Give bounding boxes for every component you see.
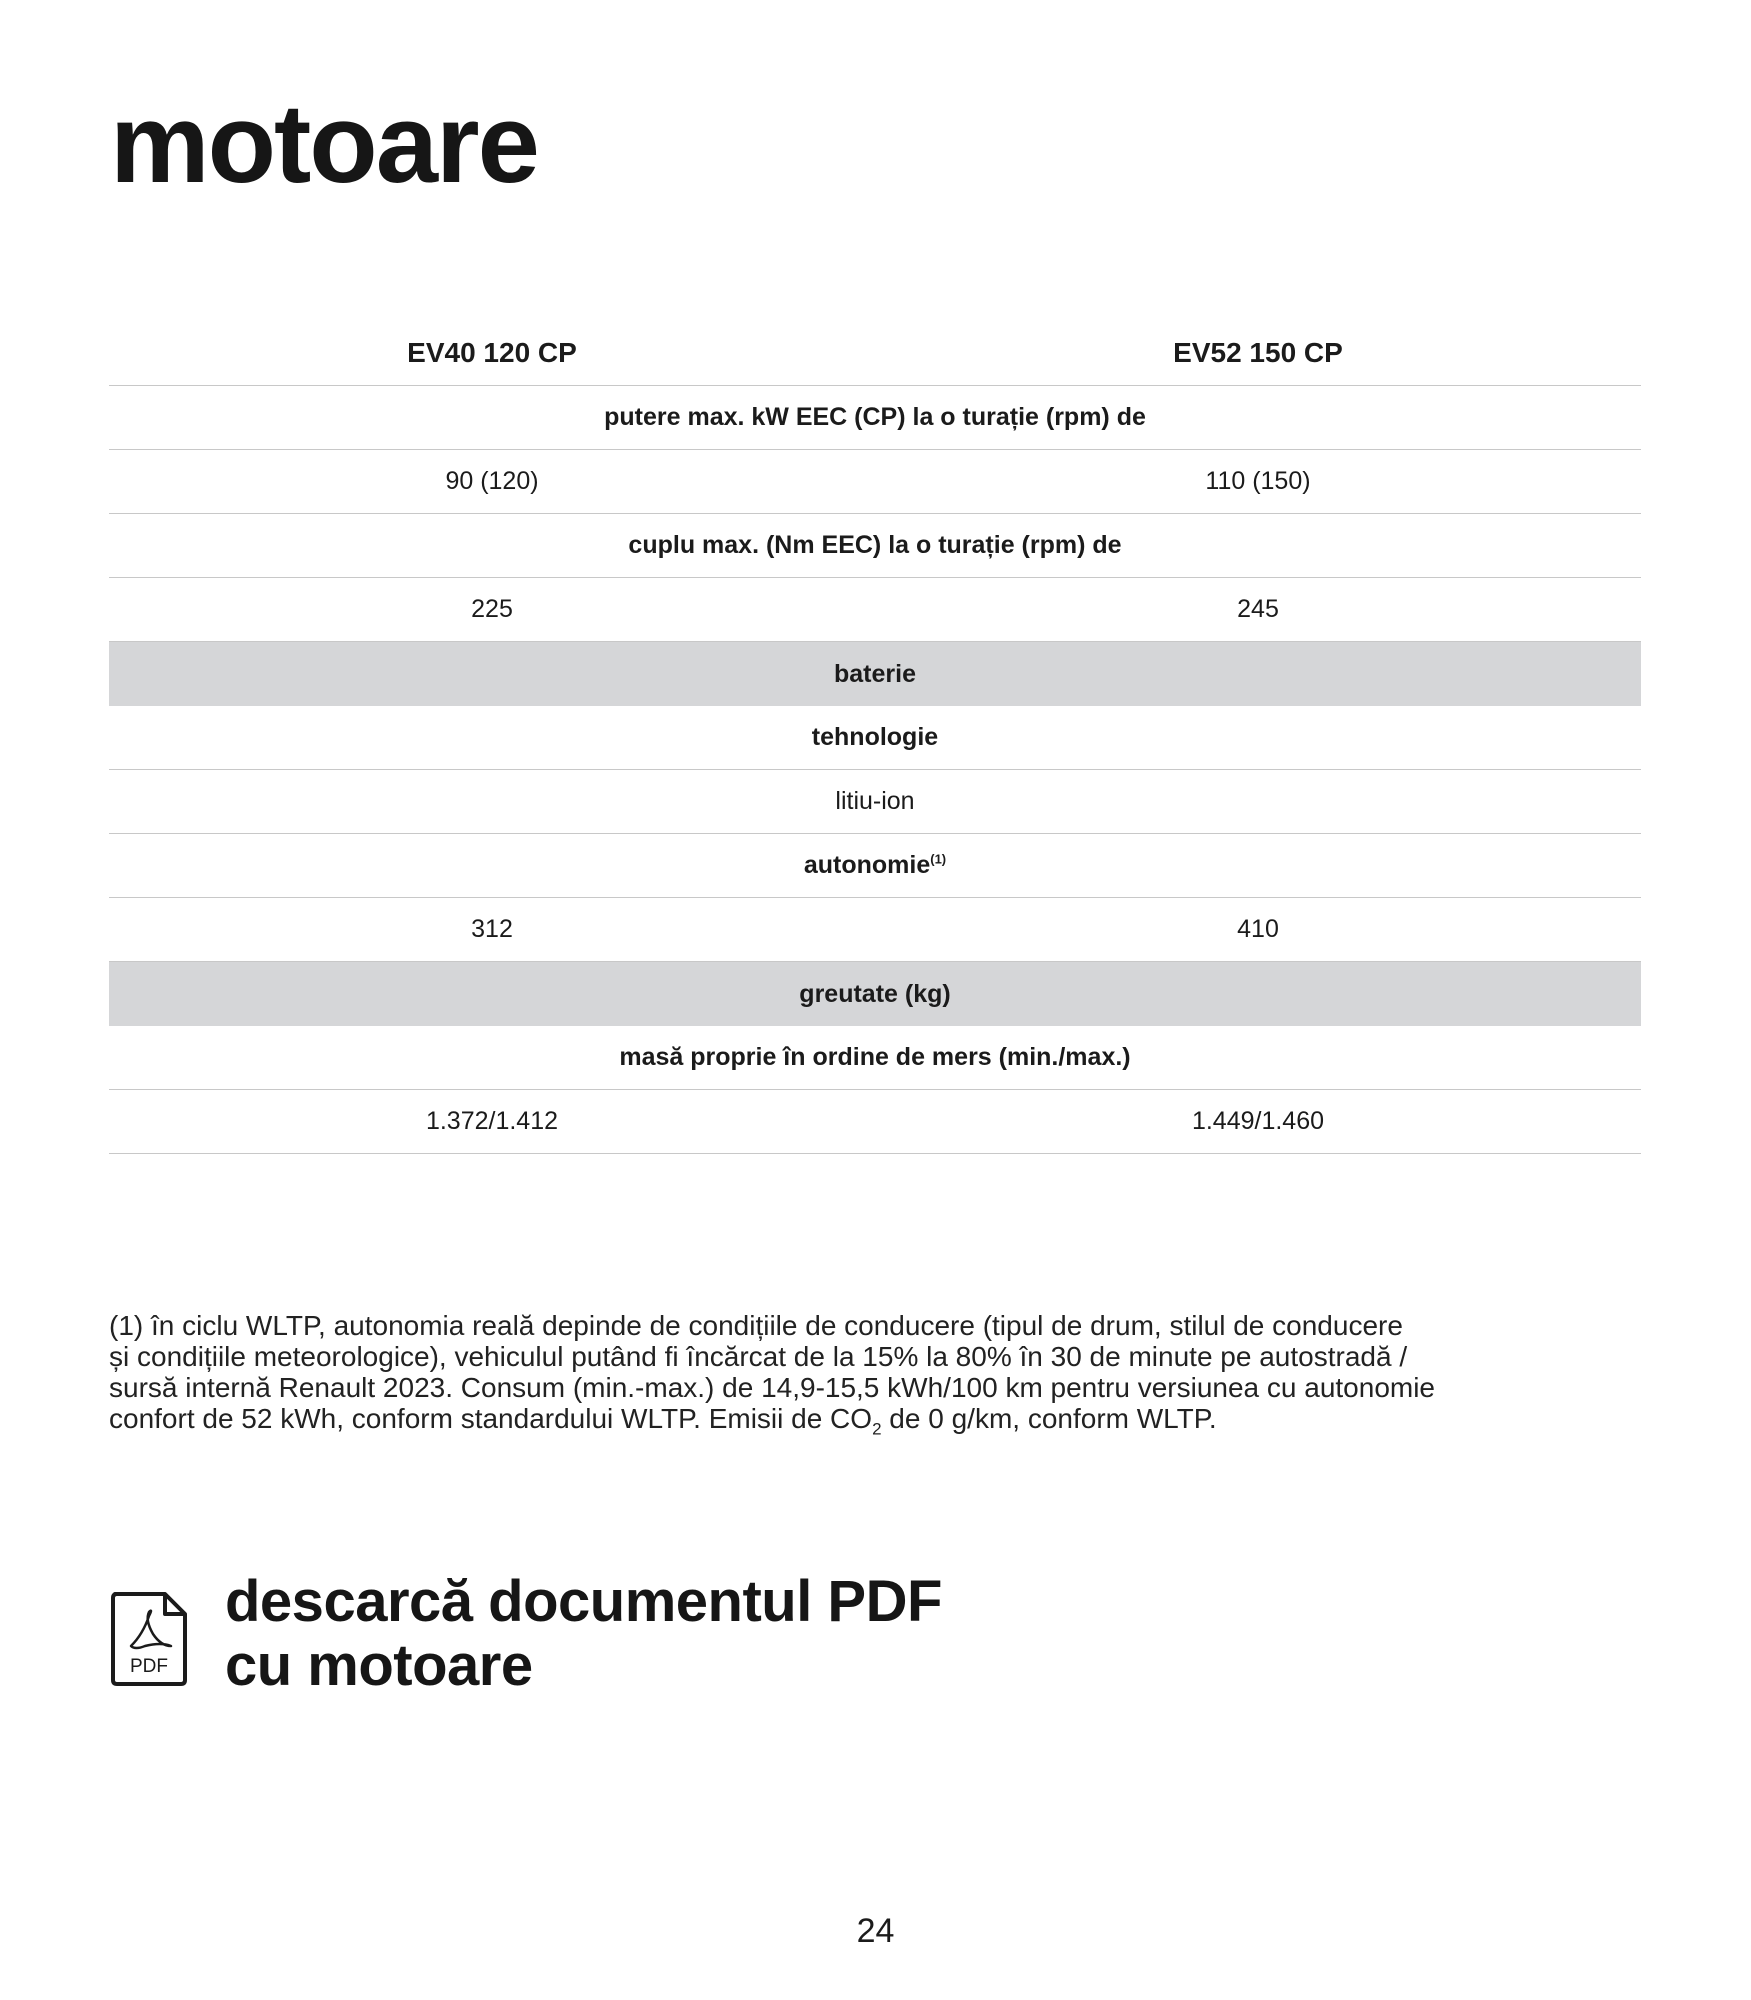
range-footnote-marker: (1): [930, 851, 947, 867]
technology-value: litiu-ion: [835, 787, 915, 815]
mass-values-row: [109, 1090, 1641, 1154]
battery-section-title: baterie: [834, 659, 916, 688]
power-value-ev52: 110 (150): [1205, 467, 1311, 495]
footnote-line-4-prefix: confort de 52 kWh, conform standardului WLTP. Emisii de CO: [109, 1403, 873, 1434]
range-value-ev52: 410: [1237, 915, 1279, 943]
range-label-row: [109, 834, 1641, 898]
torque-value-ev52: 245: [1237, 595, 1279, 623]
torque-label: cuplu max. (Nm EEC) la o turație (rpm) de: [628, 531, 1122, 559]
footnote-line-3: sursă internă Renault 2023. Consum (min.-max.) de 14,9-15,5 kWh/100 km pentru versiunea cu autonomie: [109, 1372, 1436, 1403]
power-label-row: [109, 386, 1641, 450]
download-line-2: cu motoare: [225, 1633, 533, 1698]
torque-label-row: [109, 514, 1641, 578]
footnote-line-1: (1) în ciclu WLTP, autonomia reală depinde de condițiile de conducere (tipul de drum, stilul de conducere: [109, 1310, 1403, 1341]
mass-label-row: [109, 1026, 1641, 1090]
range-footnote: [109, 1310, 1639, 1445]
range-label: autonomie: [803, 851, 931, 879]
weight-section-title: greutate (kg): [799, 979, 951, 1008]
table-header-row: [109, 320, 1641, 386]
pdf-file-icon: [109, 1590, 189, 1688]
technology-label: tehnologie: [811, 723, 939, 751]
download-pdf-text: [225, 1570, 942, 1698]
torque-value-ev40: 225: [471, 595, 513, 623]
footnote-line-4: [109, 1403, 1217, 1439]
battery-section-row: [109, 642, 1641, 706]
download-pdf-link[interactable]: [109, 1570, 942, 1698]
page-title: motoare: [110, 81, 538, 206]
technology-value-row: [109, 770, 1641, 834]
page-number: 24: [856, 1912, 895, 1950]
footnote-line-4-suffix: de 0 g/km, conform WLTP.: [881, 1403, 1217, 1434]
pdf-icon-label: PDF: [130, 1656, 168, 1677]
torque-values-row: [109, 578, 1641, 642]
column-header-ev52: EV52 150 CP: [1173, 336, 1343, 368]
column-header-ev40: EV40 120 CP: [407, 336, 577, 368]
footnote-line-2: și condițiile meteorologice), vehiculul putând fi încărcat de la 15% la 80% în 30 de minute pe autostradă /: [109, 1341, 1408, 1372]
download-line-1: descarcă documentul PDF: [225, 1569, 942, 1634]
technology-label-row: [109, 706, 1641, 770]
co2-subscript: 2: [872, 1419, 882, 1439]
range-value-ev40: 312: [471, 915, 513, 943]
power-value-ev40: 90 (120): [445, 467, 539, 495]
engine-specs-table: [109, 320, 1641, 1154]
mass-value-ev40: 1.372/1.412: [425, 1107, 559, 1135]
range-values-row: [109, 898, 1641, 962]
power-values-row: [109, 450, 1641, 514]
mass-value-ev52: 1.449/1.460: [1191, 1107, 1325, 1135]
mass-label: masă proprie în ordine de mers (min./max.): [619, 1043, 1131, 1071]
range-label-cell: [109, 851, 1641, 880]
power-label: putere max. kW EEC (CP) la o turație (rpm) de: [604, 403, 1146, 431]
weight-section-row: [109, 962, 1641, 1026]
